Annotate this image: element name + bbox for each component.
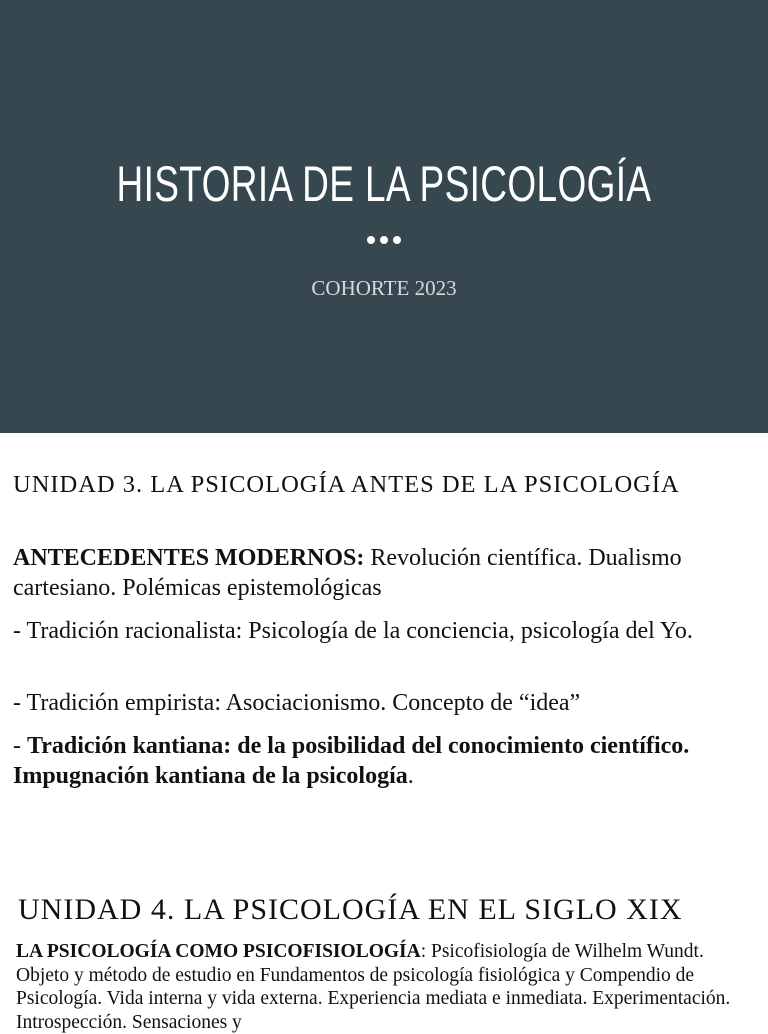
antecedentes-label: ANTECEDENTES MODERNOS: [13,545,365,571]
antecedentes-text: Revolución científica. Dualismo cartesiano. Polémicas epistemológicas [13,545,682,601]
psicofisiologia-text: : Psicofisiología de Wilhelm Wundt. Objeto y método de estudio en Fundamentos de psicología fisiológica y Compendio de Psicología. Vida interna y vida externa. Experiencia mediata e inmediata. Experimentación. Introspección. Sensaciones y [16,941,731,1033]
empirista-paragraph: - Tradición empirista: Asociacionismo. Concepto de “idea” [13,690,581,716]
kantiana-suffix: . [407,763,414,789]
page-title: HISTORIA DE LA PSICOLOGÍA [116,156,652,212]
psicofisiologia-paragraph [16,940,756,1034]
header-banner [0,0,768,433]
kantiana-bold-text: Tradición kantiana: de la posibilidad del conocimiento científico. Impugnación kantiana de la psicología [13,733,690,789]
antecedentes-paragraph [13,543,761,603]
ellipsis-divider-icon [0,236,768,244]
racionalista-paragraph: - Tradición racionalista: Psicología de la conciencia, psicología del Yo. [13,618,693,644]
kantiana-paragraph [13,731,761,791]
page-subtitle: COHORTE 2023 [311,276,457,300]
unit-4-heading: UNIDAD 4. LA PSICOLOGÍA EN EL SIGLO XIX [18,893,683,926]
dot-icon [393,236,401,244]
dot-icon [380,236,388,244]
psicofisiologia-label: LA PSICOLOGÍA COMO PSICOFISIOLOGÍA [16,941,421,962]
kantiana-prefix: - [13,733,27,759]
unit-3-heading: UNIDAD 3. LA PSICOLOGÍA ANTES DE LA PSICOLOGÍA [13,471,680,498]
dot-icon [367,236,375,244]
